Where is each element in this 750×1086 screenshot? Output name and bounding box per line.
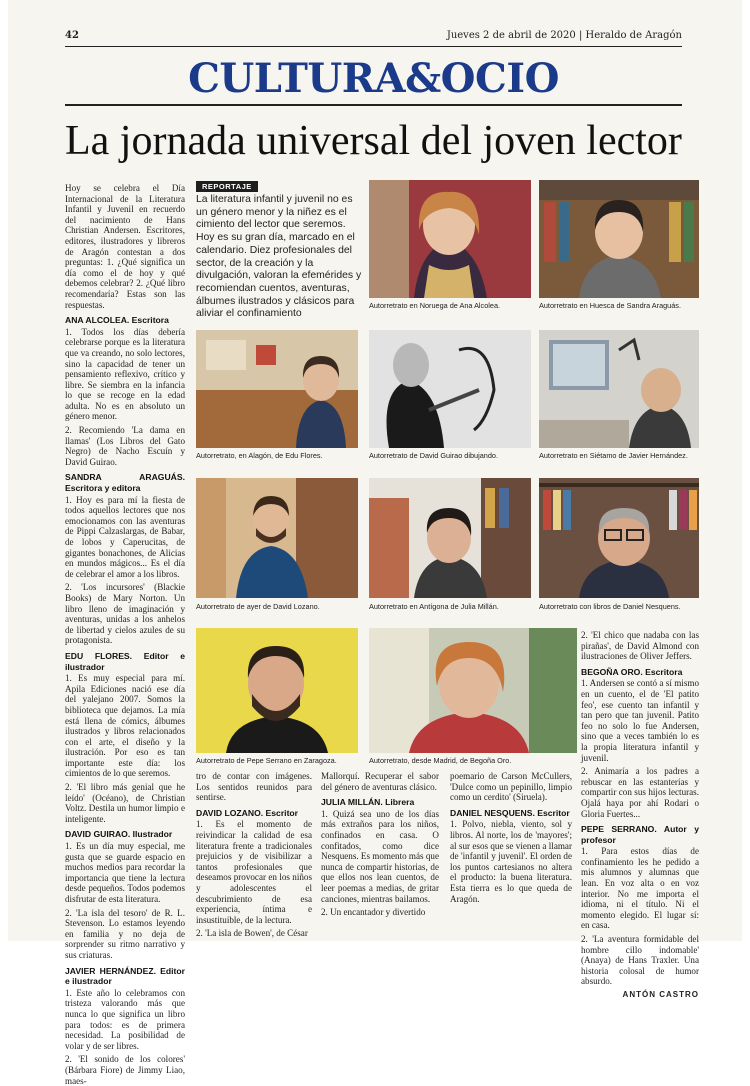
caption-lozano: Autorretrato de ayer de David Lozano. bbox=[196, 602, 320, 611]
answer: 1. Andersen se contó a sí mismo en un cuento, el de 'El patito feo', ese cuento tan infantil y tan pero que tan juvenil. Patito feo no solo lo fue Andersen, sino que a veces también lo es la propia literatura infantil y juvenil. bbox=[581, 678, 699, 763]
answer: 2. 'La isla del tesoro' de R. L. Stevenson. Lo estamos leyendo en familia y no deja de sorprender su ritmo narrativo y sus criaturas. bbox=[65, 907, 185, 960]
answer: poemario de Carson McCullers, 'Dulce como un pepinillo, limpio como un cerdito' (Siruela). bbox=[450, 771, 572, 803]
answer: 1. Es el momento de reivindicar la calidad de esa literatura frente a tradicionales prejuicios y de visibilizar a tantos profesionales que deseamos provocar en los niños y adolescentes el descubrimiento de esa experiencia, íntima e insustituible, de la lectura. bbox=[196, 819, 312, 925]
answer: 2. 'El chico que nadaba con las pirañas', de David Almond con ilustraciones de Oliver Jeffers. bbox=[581, 630, 699, 662]
deck: La literatura infantil y juvenil no es un género menor y la niñez es el cimiento del lector que seremos. Hoy es su gran día, marcado en el calendario. Diez profesionales del sector, de la creación y la divulgación, valoran la efemérides y recomiendan cuentos, aventuras, álbumes ilustrados y clásicos para aliviar el confinamiento bbox=[196, 194, 362, 320]
bottom-column-4 bbox=[450, 771, 572, 936]
right-column bbox=[581, 630, 699, 999]
page-number: 42 bbox=[65, 30, 79, 41]
section-tag: REPORTAJE bbox=[196, 181, 258, 192]
answer: 1. Hoy es para mí la fiesta de todos aquellos lectores que nos emocionamos con las aventuras de Pippi Calzaslargas, de Babar, de lobos y Caperucitas, de gigantes bonachones, de Alicias en mundos mágicos... Es el día de celebrar el amor a los libros. bbox=[65, 494, 185, 579]
answer: Mallorquí. Recuperar el sabor del género de aventuras clásico. bbox=[321, 771, 439, 792]
answer: 2. 'La isla de Bowen', de César bbox=[196, 928, 308, 939]
answer: 1. Polvo, niebla, viento, sol y libros. Al norte, los de 'mayores'; al sur esos que se vienen a llamar de 'infantil y juvenil'. El orden de los puntos cartesianos no altera el producto: la buena literatura. Esta tierra es lo que queda de Aragón. bbox=[450, 819, 572, 904]
byline-aragues: SANDRA ARAGUÁS. Escritora y editora bbox=[65, 472, 185, 494]
photo-serrano bbox=[196, 628, 358, 753]
headline: La jornada universal del joven lector bbox=[65, 118, 682, 164]
caption-flores: Autorretrato, en Alagón, de Edu Flores. bbox=[196, 451, 323, 460]
answer: 2. Un encantador y divertido bbox=[321, 907, 426, 918]
byline-alcolea: ANA ALCOLEA. Escritora bbox=[65, 315, 169, 326]
byline-millan: JULIA MILLÁN. Librera bbox=[321, 797, 415, 808]
answer: 1. Es muy especial para mí. Apila Ediciones nació ese día del yalejano 2007. Somos la biblioteca que dejamos. La mía está llena de cómics, álbumes ilustrados y libros relacionados con el arte, el diseño y la ilustración. Por eso es tan importante este día: los cimientos de lo que seremos. bbox=[65, 673, 185, 779]
intro: Hoy se celebra el Día Internacional de la Literatura Infantil y Juvenil en recuerdo del nacimiento de Hans Christian Andersen. Escritores, editores, ilustradores y libreros de Aragón contestan a dos preguntas: 1. ¿Qué significa un día como el de hoy y qué debemos celebrar? 2. ¿Qué libro recomendaría? Estas son las respuestas. bbox=[65, 183, 185, 310]
signature: ANTÓN CASTRO bbox=[622, 990, 699, 999]
photo-oro bbox=[369, 628, 577, 753]
photo-aragues bbox=[539, 180, 699, 298]
byline-nesquens: DANIEL NESQUENS. Escritor bbox=[450, 807, 570, 818]
byline-flores: EDU FLORES. Editor e ilustrador bbox=[65, 650, 185, 672]
bottom-column-3 bbox=[321, 771, 439, 936]
photo-alcolea bbox=[369, 180, 531, 298]
caption-hernandez: Autorretrato en Siétamo de Javier Hernández. bbox=[539, 451, 688, 460]
answer: 1. Es un día muy especial, me gusta que se guarde espacio en muchos medios para recordar la importancia que tiene la lectura desde pequeños. Todos podemos disfrutar de esta literatura. bbox=[65, 841, 185, 904]
section-title: CULTURA&OCIO bbox=[188, 55, 559, 102]
caption-oro: Autorretrato, desde Madrid, de Begoña Oro. bbox=[369, 756, 512, 765]
answer: 1. Este año lo celebramos con tristeza valorando más que nunca lo que significa un libro para todos: es de primera necesidad. La posibilidad de volar y de ser libres. bbox=[65, 987, 185, 1051]
byline-lozano: DAVID LOZANO. Escritor bbox=[196, 807, 299, 818]
caption-millan: Autorretrato en Antígona de Julia Millán. bbox=[369, 602, 499, 611]
section-rule bbox=[65, 104, 682, 106]
photo-nesquens bbox=[539, 478, 699, 598]
byline-serrano: PEPE SERRANO. Autor y profesor bbox=[581, 824, 699, 845]
photo-flores bbox=[196, 330, 358, 448]
bottom-column-2 bbox=[196, 771, 312, 939]
caption-guirao: Autorretrato de David Guirao dibujando. bbox=[369, 451, 498, 460]
photo-hernandez bbox=[539, 330, 699, 448]
photo-guirao bbox=[369, 330, 531, 448]
answer: 2. 'Los incursores' (Blackie Books) de Mary Norton. Un libro lleno de imaginación y aventuras, unidas a los anhelos de libertad y cielos azules de su protagonista. bbox=[65, 582, 185, 646]
left-column bbox=[65, 183, 185, 1086]
header-date: Jueves 2 de abril de 2020 | Heraldo de Aragón bbox=[446, 30, 682, 41]
answer: tro de contar con imágenes. Los sentidos reunidos para sentirse. bbox=[196, 771, 312, 803]
caption-serrano: Autorretrato de Pepe Serrano en Zaragoza. bbox=[196, 756, 337, 765]
answer: 2. 'El libro más genial que he leído' (Océano), de Christian Voltz. Destila un humor limpio e inteligente. bbox=[65, 782, 185, 824]
answer: 1. Quizá sea uno de los días más extraños para los niños, confinados en casa. O confitados, como dice Nesquens. Es momento más que nunca de compartir historias, de que ellos nos lean cuentos, de leer poemas a medias, de gritar canciones, mientras bailamos. bbox=[321, 808, 439, 904]
answer: 2. 'La aventura formidable del hombre cillo indomable' (Anaya) de Hans Traxler. Una historia colosal de humor absurdo. bbox=[581, 934, 699, 987]
answer: 1. Todos los días debería celebrarse porque es la literatura que va creando, no solo lectores, sino la capacidad de tener un pensamiento reflexivo, crítico y libre. Se siembra en la infancia lo que se recoge en la edad adulta. No es en absoluto un género menor. bbox=[65, 326, 185, 422]
photo-lozano bbox=[196, 478, 358, 598]
byline-oro: BEGOÑA ORO. Escritora bbox=[581, 666, 683, 677]
answer: 2. Recomiendo 'La dama en llamas' (Los Libros del Gato Negro) de Nacho Escuín y David Guirao. bbox=[65, 425, 185, 467]
answer: 2. 'El sonido de los colores' (Bárbara Fiore) de Jimmy Liao, maes- bbox=[65, 1054, 185, 1086]
byline-hernandez: JAVIER HERNÁNDEZ. Editor e ilustrador bbox=[65, 965, 185, 987]
answer: 1. Para estos días de confinamiento les he pedido a mis alumnos y alumnas que lean. En voz alta o en voz interior. No me importa el idioma, ni el título. Ni el momento elegido. El lugar sí: en casa. bbox=[581, 846, 699, 931]
answer: 2. Animaría a los padres a rebuscar en las estanterías y compartir con sus hijos lecturas. Ojalá haya por ahí Rodari o Gloria Fuertes... bbox=[581, 766, 699, 819]
header-rule bbox=[65, 46, 682, 47]
caption-aragues: Autorretrato en Huesca de Sandra Araguás. bbox=[539, 301, 681, 310]
caption-nesquens: Autorretrato con libros de Daniel Nesquens. bbox=[539, 602, 681, 611]
page-header bbox=[65, 30, 682, 44]
photo-millan bbox=[369, 478, 531, 598]
caption-alcolea: Autorretrato en Noruega de Ana Alcolea. bbox=[369, 301, 501, 310]
byline-guirao: DAVID GUIRAO. Ilustrador bbox=[65, 829, 173, 840]
